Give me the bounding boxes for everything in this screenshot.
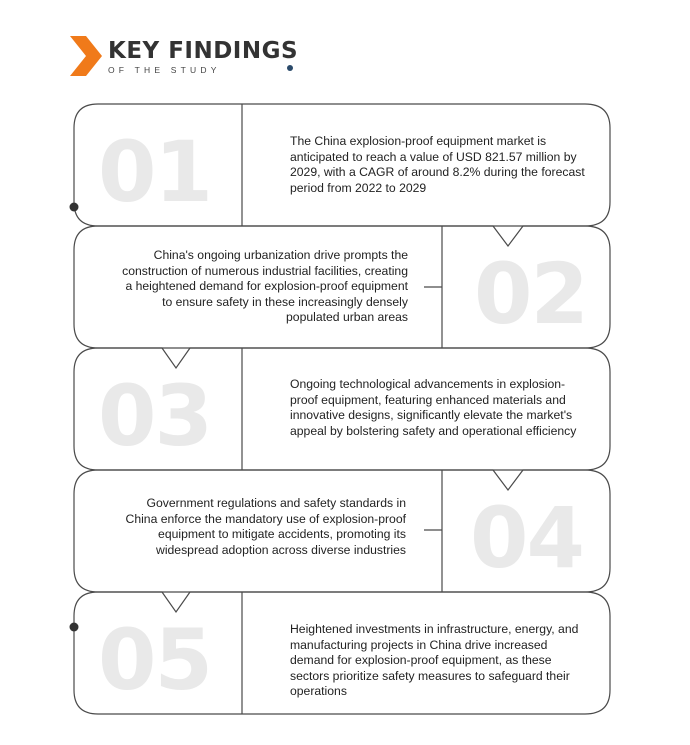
- page-title: KEY FINDINGS: [108, 38, 299, 64]
- finding-text-02: China's ongoing urbanization drive prompts the construction of numerous industrial facilities, creating a heightened demand for explosion-proof equipment to ensure safety in these increasingly densely populated urban areas: [122, 248, 408, 325]
- finding-text-04: Government regulations and safety standards in China enforce the mandatory use of explosion-proof equipment to mitigate accidents, promoting its widespread adoption across diverse industries: [125, 496, 406, 557]
- finding-number-01: 01: [98, 123, 211, 221]
- finding-text-01: The China explosion-proof equipment market is anticipated to reach a value of USD 821.57 million by 2029, with a CAGR of around 8.2% during the forecast period from 2022 to 2029: [290, 134, 585, 195]
- page-subtitle: OF THE STUDY: [108, 65, 221, 75]
- finding-number-02: 02: [474, 245, 587, 343]
- finding-number-05: 05: [98, 611, 211, 709]
- finding-number-04: 04: [470, 489, 583, 587]
- finding-number-03: 03: [98, 367, 211, 465]
- bullet-dot-top: [70, 203, 79, 212]
- bullet-dot-bottom: [70, 623, 79, 632]
- finding-text-03: Ongoing technological advancements in explosion-proof equipment, featuring enhanced materials and innovative designs, significantly elevate the market's appeal by bolstering safety and operational efficiency: [290, 377, 577, 438]
- finding-text-05: Heightened investments in infrastructure, energy, and manufacturing projects in China drive increased demand for explosion-proof equipment, as these sectors prioritize safety measures to safeguard their operations: [290, 622, 579, 699]
